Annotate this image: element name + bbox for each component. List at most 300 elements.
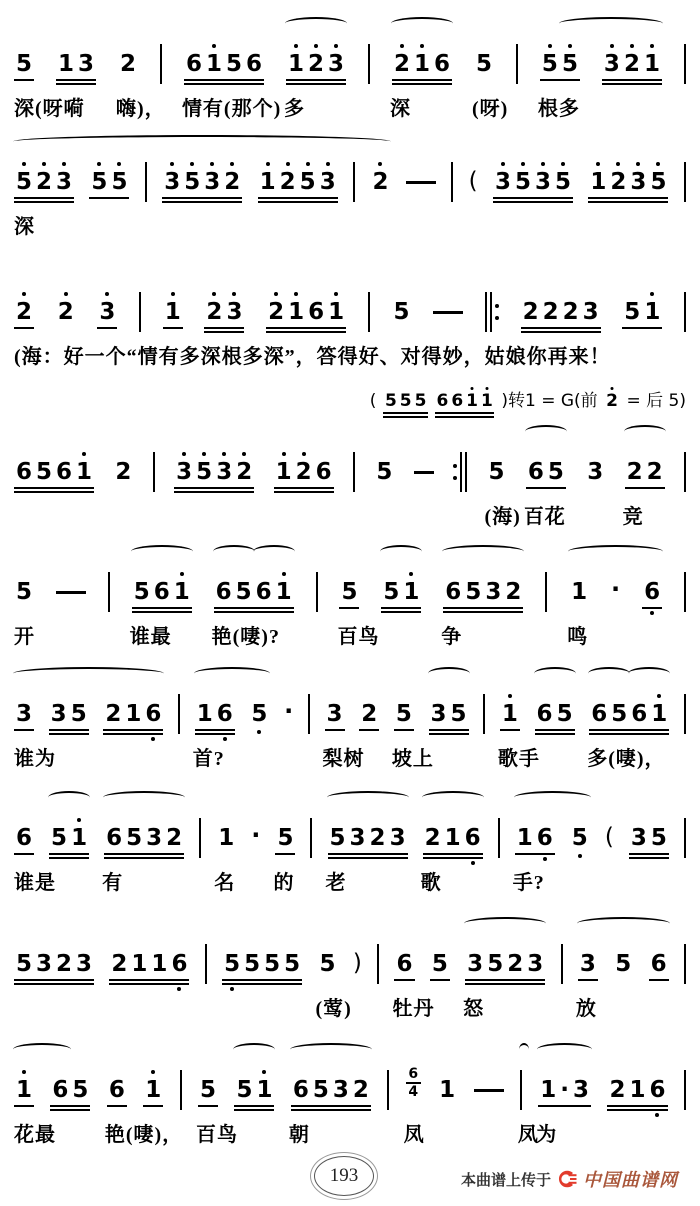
note-char: 3 bbox=[174, 461, 194, 484]
slur-arc bbox=[285, 17, 347, 30]
note-char: 1 bbox=[588, 171, 608, 194]
note-char: 5 bbox=[465, 579, 482, 605]
lyric-text: 凤 bbox=[517, 1124, 539, 1146]
barline bbox=[180, 1070, 182, 1110]
music-line bbox=[14, 134, 686, 238]
slur-arc bbox=[568, 545, 663, 558]
barline bbox=[368, 292, 370, 332]
note-group bbox=[14, 827, 34, 850]
lyric-text: 手? bbox=[512, 872, 545, 894]
note-char: 5 bbox=[553, 171, 573, 194]
beam bbox=[430, 979, 450, 981]
beam bbox=[49, 733, 89, 735]
barline bbox=[316, 572, 318, 612]
note-group bbox=[103, 703, 163, 726]
octave-dot-above bbox=[171, 292, 175, 296]
slur-arc bbox=[559, 17, 663, 30]
note-char: 5 bbox=[376, 459, 393, 485]
music-line bbox=[14, 544, 686, 648]
note-char: 6 bbox=[308, 299, 325, 325]
beam bbox=[578, 979, 598, 981]
notes-row bbox=[14, 264, 686, 338]
note-char: 1 bbox=[274, 461, 294, 484]
octave-dot-above bbox=[636, 162, 640, 166]
note-char: 3 bbox=[326, 701, 343, 727]
repeat-barline bbox=[465, 452, 467, 492]
note-char: 5 bbox=[475, 51, 492, 77]
note-group bbox=[14, 703, 34, 726]
beam bbox=[588, 201, 668, 203]
notes-row bbox=[14, 134, 686, 208]
octave-dot-above bbox=[656, 162, 660, 166]
slur-arc bbox=[391, 17, 453, 30]
barline bbox=[498, 818, 500, 858]
beam bbox=[622, 327, 662, 329]
beam bbox=[14, 853, 34, 855]
note-group bbox=[50, 1079, 90, 1102]
beam bbox=[132, 607, 192, 609]
note-char: 1 bbox=[254, 1079, 274, 1102]
note-char: 6 bbox=[16, 825, 33, 851]
note-group bbox=[97, 301, 117, 324]
note-char: 5 bbox=[89, 171, 109, 194]
note-char: 3 bbox=[527, 951, 544, 977]
note-char: 2 bbox=[306, 53, 326, 76]
barline bbox=[684, 44, 686, 84]
beam bbox=[629, 857, 669, 859]
note-char: 6 bbox=[650, 951, 667, 977]
beam bbox=[198, 1105, 218, 1107]
beam bbox=[602, 83, 662, 85]
lyric-text: 歌手 bbox=[497, 748, 540, 770]
lyrics-row bbox=[14, 498, 686, 528]
beam bbox=[435, 416, 494, 418]
note-group bbox=[526, 461, 566, 484]
note-char: 2 bbox=[562, 299, 579, 325]
beam bbox=[607, 1105, 667, 1107]
repeat-begin-sign bbox=[485, 292, 499, 332]
note-group bbox=[493, 171, 573, 194]
slur-arc bbox=[534, 667, 576, 680]
beam bbox=[325, 729, 345, 731]
barline bbox=[368, 44, 370, 84]
beam bbox=[14, 729, 34, 731]
note-group bbox=[486, 461, 506, 484]
octave-dot-above bbox=[266, 162, 270, 166]
octave-dot-above bbox=[611, 387, 614, 390]
beam bbox=[14, 487, 94, 489]
notes-row bbox=[14, 544, 686, 618]
beam bbox=[49, 857, 89, 859]
note-char: 3 bbox=[36, 951, 53, 977]
beam bbox=[429, 733, 469, 735]
beam bbox=[526, 487, 566, 489]
note-group bbox=[339, 581, 359, 604]
note-char: 6 bbox=[591, 701, 608, 727]
note-char: 3 bbox=[485, 579, 502, 605]
beam bbox=[392, 83, 452, 85]
note-char: 3 bbox=[573, 1077, 590, 1103]
slur-arc bbox=[233, 1043, 275, 1056]
barline bbox=[684, 1070, 686, 1110]
note-group bbox=[383, 393, 428, 410]
time-signature bbox=[406, 1067, 421, 1100]
note-char: 5 bbox=[277, 825, 294, 851]
note-char: 1 bbox=[125, 701, 142, 727]
note-char: 5 bbox=[341, 579, 358, 605]
note-group bbox=[14, 171, 74, 194]
music-line bbox=[14, 264, 686, 368]
beam bbox=[56, 83, 96, 85]
music-line bbox=[14, 790, 686, 894]
octave-dot-above bbox=[420, 44, 424, 48]
slur-arc bbox=[253, 545, 295, 558]
slur-arc bbox=[213, 545, 255, 558]
footer-credit bbox=[461, 1166, 678, 1192]
note-char: 6 bbox=[315, 459, 332, 485]
site-name: 中国曲谱网 bbox=[583, 1170, 678, 1190]
note-char: 6 bbox=[536, 701, 553, 727]
octave-dot-above bbox=[202, 452, 206, 456]
barline bbox=[483, 694, 485, 734]
duration-dash bbox=[56, 591, 86, 594]
octave-dot-above bbox=[22, 292, 26, 296]
music-line bbox=[14, 1042, 686, 1146]
note-group bbox=[392, 301, 412, 324]
repeat-end-sign bbox=[453, 452, 467, 492]
lyrics-row bbox=[14, 864, 686, 894]
note-char: 3 bbox=[214, 461, 234, 484]
note-char: 3 bbox=[318, 171, 338, 194]
note-group bbox=[465, 953, 545, 976]
note-char: 3 bbox=[78, 51, 95, 77]
lyric-text: 名 bbox=[214, 872, 236, 894]
octave-dot-above bbox=[630, 44, 634, 48]
slur-arc bbox=[464, 917, 546, 930]
note-char: 3 bbox=[579, 951, 596, 977]
note-char: 1 bbox=[465, 393, 480, 410]
octave-dot-below bbox=[257, 730, 261, 734]
note-group bbox=[325, 703, 345, 726]
note-group bbox=[423, 827, 483, 850]
octave-dot-above bbox=[508, 694, 512, 698]
barline bbox=[310, 818, 312, 858]
notation-text: ) bbox=[352, 950, 362, 976]
note-group bbox=[578, 953, 598, 976]
beam bbox=[214, 607, 294, 609]
note-group bbox=[392, 53, 452, 76]
beam bbox=[143, 1105, 163, 1107]
octave-dot-above bbox=[610, 44, 614, 48]
note-char: 1 bbox=[629, 1077, 646, 1103]
octave-dot-below bbox=[650, 611, 654, 615]
music-line bbox=[14, 424, 686, 528]
note-char: 1 bbox=[143, 1079, 163, 1102]
beam bbox=[14, 979, 94, 981]
note-char: 2 bbox=[622, 53, 642, 76]
barline bbox=[684, 818, 686, 858]
beam bbox=[291, 1109, 371, 1111]
note-char: 2 bbox=[609, 1077, 626, 1103]
beam bbox=[602, 79, 662, 81]
lyric-text: 坡上 bbox=[391, 748, 434, 770]
beam bbox=[500, 729, 520, 731]
note-char: 3 bbox=[493, 171, 513, 194]
note-char: 1 bbox=[444, 825, 461, 851]
note-group bbox=[143, 1079, 163, 1102]
note-char: 2 bbox=[424, 825, 441, 851]
beam bbox=[540, 79, 580, 81]
note-char: 5 bbox=[611, 701, 628, 727]
note-char: 5 bbox=[182, 171, 202, 194]
augmentation-dot: · bbox=[251, 821, 261, 849]
note-group bbox=[430, 953, 450, 976]
octave-dot-above bbox=[326, 162, 330, 166]
note-char: 6 bbox=[185, 51, 202, 77]
barline bbox=[145, 162, 147, 202]
note-char: 6 bbox=[527, 459, 544, 485]
beam bbox=[465, 983, 545, 985]
octave-dot-above bbox=[64, 292, 68, 296]
note-char: 5 bbox=[200, 1077, 217, 1103]
note-group bbox=[394, 953, 414, 976]
note-char: 3 bbox=[50, 701, 67, 727]
note-group bbox=[328, 827, 408, 850]
note-char: 5 bbox=[547, 459, 564, 485]
note-group bbox=[613, 953, 633, 976]
barline bbox=[684, 292, 686, 332]
note-group bbox=[14, 301, 34, 324]
lyrics-row bbox=[14, 990, 686, 1020]
beam bbox=[589, 733, 669, 735]
beam bbox=[625, 487, 665, 489]
barline bbox=[199, 818, 201, 858]
beam bbox=[234, 1105, 274, 1107]
time-signature-denominator: 4 bbox=[408, 1084, 419, 1101]
notation-text: ( bbox=[604, 824, 614, 850]
note-group bbox=[474, 53, 494, 76]
note-char: 6 bbox=[245, 51, 262, 77]
note-group bbox=[437, 1079, 457, 1102]
note-char: 6 bbox=[463, 827, 483, 850]
octave-dot-above bbox=[262, 1070, 266, 1074]
beam bbox=[109, 983, 189, 985]
note-char: 5 bbox=[72, 1077, 89, 1103]
note-group bbox=[107, 1079, 127, 1102]
beam bbox=[14, 197, 74, 199]
note-char: 2 bbox=[505, 579, 522, 605]
slur-arc bbox=[13, 667, 164, 680]
slur-arc bbox=[194, 667, 271, 680]
beam bbox=[204, 327, 244, 329]
slur-arc bbox=[422, 791, 484, 804]
note-char: 5 bbox=[264, 951, 281, 977]
slur-arc bbox=[103, 791, 185, 804]
octave-dot-above bbox=[282, 572, 286, 576]
note-char: 1 bbox=[69, 827, 89, 850]
note-char: 5 bbox=[70, 701, 87, 727]
note-group bbox=[535, 703, 575, 726]
beam bbox=[589, 729, 669, 731]
octave-dot-below bbox=[578, 854, 582, 858]
slur-arc bbox=[13, 1043, 71, 1056]
page-footer bbox=[14, 1152, 686, 1206]
notation-text: )转1 = G(前 bbox=[501, 391, 598, 411]
lyrics-row bbox=[14, 208, 686, 238]
repeat-barline bbox=[485, 292, 487, 332]
slur-arc bbox=[577, 917, 670, 930]
note-group bbox=[318, 953, 338, 976]
note-char: 1 bbox=[500, 703, 520, 726]
note-char: 1 bbox=[326, 301, 346, 324]
beam bbox=[394, 729, 414, 731]
note-char: 1 bbox=[649, 703, 669, 726]
key-change-annotation bbox=[14, 368, 686, 420]
note-char: 2 bbox=[119, 51, 136, 77]
beam bbox=[97, 327, 117, 329]
octave-dot-above bbox=[561, 162, 565, 166]
octave-dot-above bbox=[302, 452, 306, 456]
octave-dot-above bbox=[190, 162, 194, 166]
lyric-text: 深(呀嗬 bbox=[14, 98, 85, 120]
beam bbox=[383, 416, 428, 418]
note-group bbox=[216, 827, 236, 850]
note-char: 5 bbox=[249, 703, 269, 726]
note-char: 5 bbox=[414, 391, 427, 411]
barline bbox=[308, 694, 310, 734]
note-char: 6 bbox=[16, 459, 33, 485]
lyric-text: (海) bbox=[484, 506, 521, 528]
beam bbox=[588, 197, 668, 199]
repeat-barline bbox=[460, 452, 462, 492]
barline bbox=[561, 944, 563, 984]
beam bbox=[465, 979, 545, 981]
note-group bbox=[184, 53, 264, 76]
note-char: 2 bbox=[522, 299, 539, 325]
repeat-dots bbox=[495, 304, 499, 320]
lyrics-row bbox=[14, 1116, 686, 1146]
note-char: 6 bbox=[436, 391, 449, 411]
barline bbox=[684, 944, 686, 984]
note-group bbox=[538, 1079, 591, 1102]
note-char: 1 bbox=[218, 825, 235, 851]
note-char: 5 bbox=[383, 579, 400, 605]
note-char: 2 bbox=[204, 301, 224, 324]
note-char: 5 bbox=[488, 459, 505, 485]
lyric-text: 多(啛)， bbox=[587, 748, 666, 770]
note-char: 1 bbox=[642, 301, 662, 324]
note-char: 5 bbox=[133, 579, 150, 605]
notation-text: ( bbox=[468, 168, 478, 194]
note-char: 1 bbox=[172, 581, 192, 604]
lyric-text: 深 bbox=[14, 216, 35, 238]
note-char: 2 bbox=[278, 171, 298, 194]
beam bbox=[642, 607, 662, 609]
note-group bbox=[370, 171, 390, 194]
octave-dot-above bbox=[230, 162, 234, 166]
octave-dot-above bbox=[232, 292, 236, 296]
beam bbox=[493, 201, 573, 203]
barline bbox=[684, 162, 686, 202]
note-group bbox=[275, 827, 295, 850]
lyric-text: 竞 bbox=[622, 506, 644, 528]
lyric-text: 凤 bbox=[403, 1124, 425, 1146]
note-char: 1 bbox=[151, 951, 168, 977]
slur-arc bbox=[442, 545, 524, 558]
note-group bbox=[56, 301, 76, 324]
note-char: 2 bbox=[646, 459, 663, 485]
beam bbox=[423, 853, 483, 855]
note-char: 5 bbox=[225, 51, 242, 77]
barline bbox=[516, 44, 518, 84]
note-char: 1 bbox=[258, 171, 278, 194]
lyric-text: (海：好一个“情有多深根多深”，答得好、对得妙，姑娘你再来！ bbox=[14, 346, 611, 368]
note-group bbox=[204, 301, 244, 324]
beam bbox=[443, 611, 523, 613]
lyric-text: (呀) bbox=[471, 98, 509, 120]
octave-dot-above bbox=[378, 162, 382, 166]
beam bbox=[184, 83, 264, 85]
beam bbox=[49, 729, 89, 731]
note-char: 1 bbox=[14, 1079, 34, 1102]
note-char: 5 bbox=[648, 171, 668, 194]
note-char: 1 bbox=[74, 461, 94, 484]
note-char: 5 bbox=[244, 951, 261, 977]
octave-dot-above bbox=[400, 44, 404, 48]
slur-arc bbox=[537, 1043, 592, 1056]
note-char: 6 bbox=[535, 827, 555, 850]
note-char: 6 bbox=[56, 459, 73, 485]
octave-dot-above bbox=[334, 292, 338, 296]
note-char: 1 bbox=[540, 1077, 557, 1103]
lyric-text: 老 bbox=[325, 872, 347, 894]
note-char: 1 bbox=[571, 579, 588, 605]
beam bbox=[222, 983, 302, 985]
note-char: 5 bbox=[615, 951, 632, 977]
note-group bbox=[174, 461, 254, 484]
lyric-text: 根多 bbox=[537, 98, 580, 120]
note-char: 2 bbox=[222, 171, 242, 194]
lyric-text: 的 bbox=[273, 872, 295, 894]
note-char: 5 bbox=[298, 171, 318, 194]
barline bbox=[684, 452, 686, 492]
note-char: 6 bbox=[215, 703, 235, 726]
slur-arc bbox=[290, 1043, 372, 1056]
lyrics-row bbox=[14, 90, 686, 120]
note-group bbox=[162, 171, 242, 194]
notation-text: = 后 5) bbox=[626, 391, 686, 411]
note-char: 2 bbox=[542, 299, 559, 325]
beam bbox=[222, 979, 302, 981]
note-char: 1 bbox=[57, 51, 74, 77]
note-char: 5 bbox=[329, 825, 346, 851]
beam bbox=[163, 327, 183, 329]
note-group bbox=[429, 703, 469, 726]
lyric-text: (莺) bbox=[315, 998, 352, 1020]
note-char: 5 bbox=[194, 461, 214, 484]
note-group bbox=[649, 953, 669, 976]
beam bbox=[14, 327, 34, 329]
beam bbox=[214, 611, 294, 613]
octave-dot-above bbox=[182, 452, 186, 456]
beam bbox=[521, 331, 601, 333]
note-char: 1 bbox=[196, 701, 213, 727]
octave-dot-above bbox=[485, 387, 488, 390]
lyric-text: 争 bbox=[441, 626, 463, 648]
note-char: 6 bbox=[169, 953, 189, 976]
octave-dot-above bbox=[334, 44, 338, 48]
beam bbox=[14, 79, 34, 81]
